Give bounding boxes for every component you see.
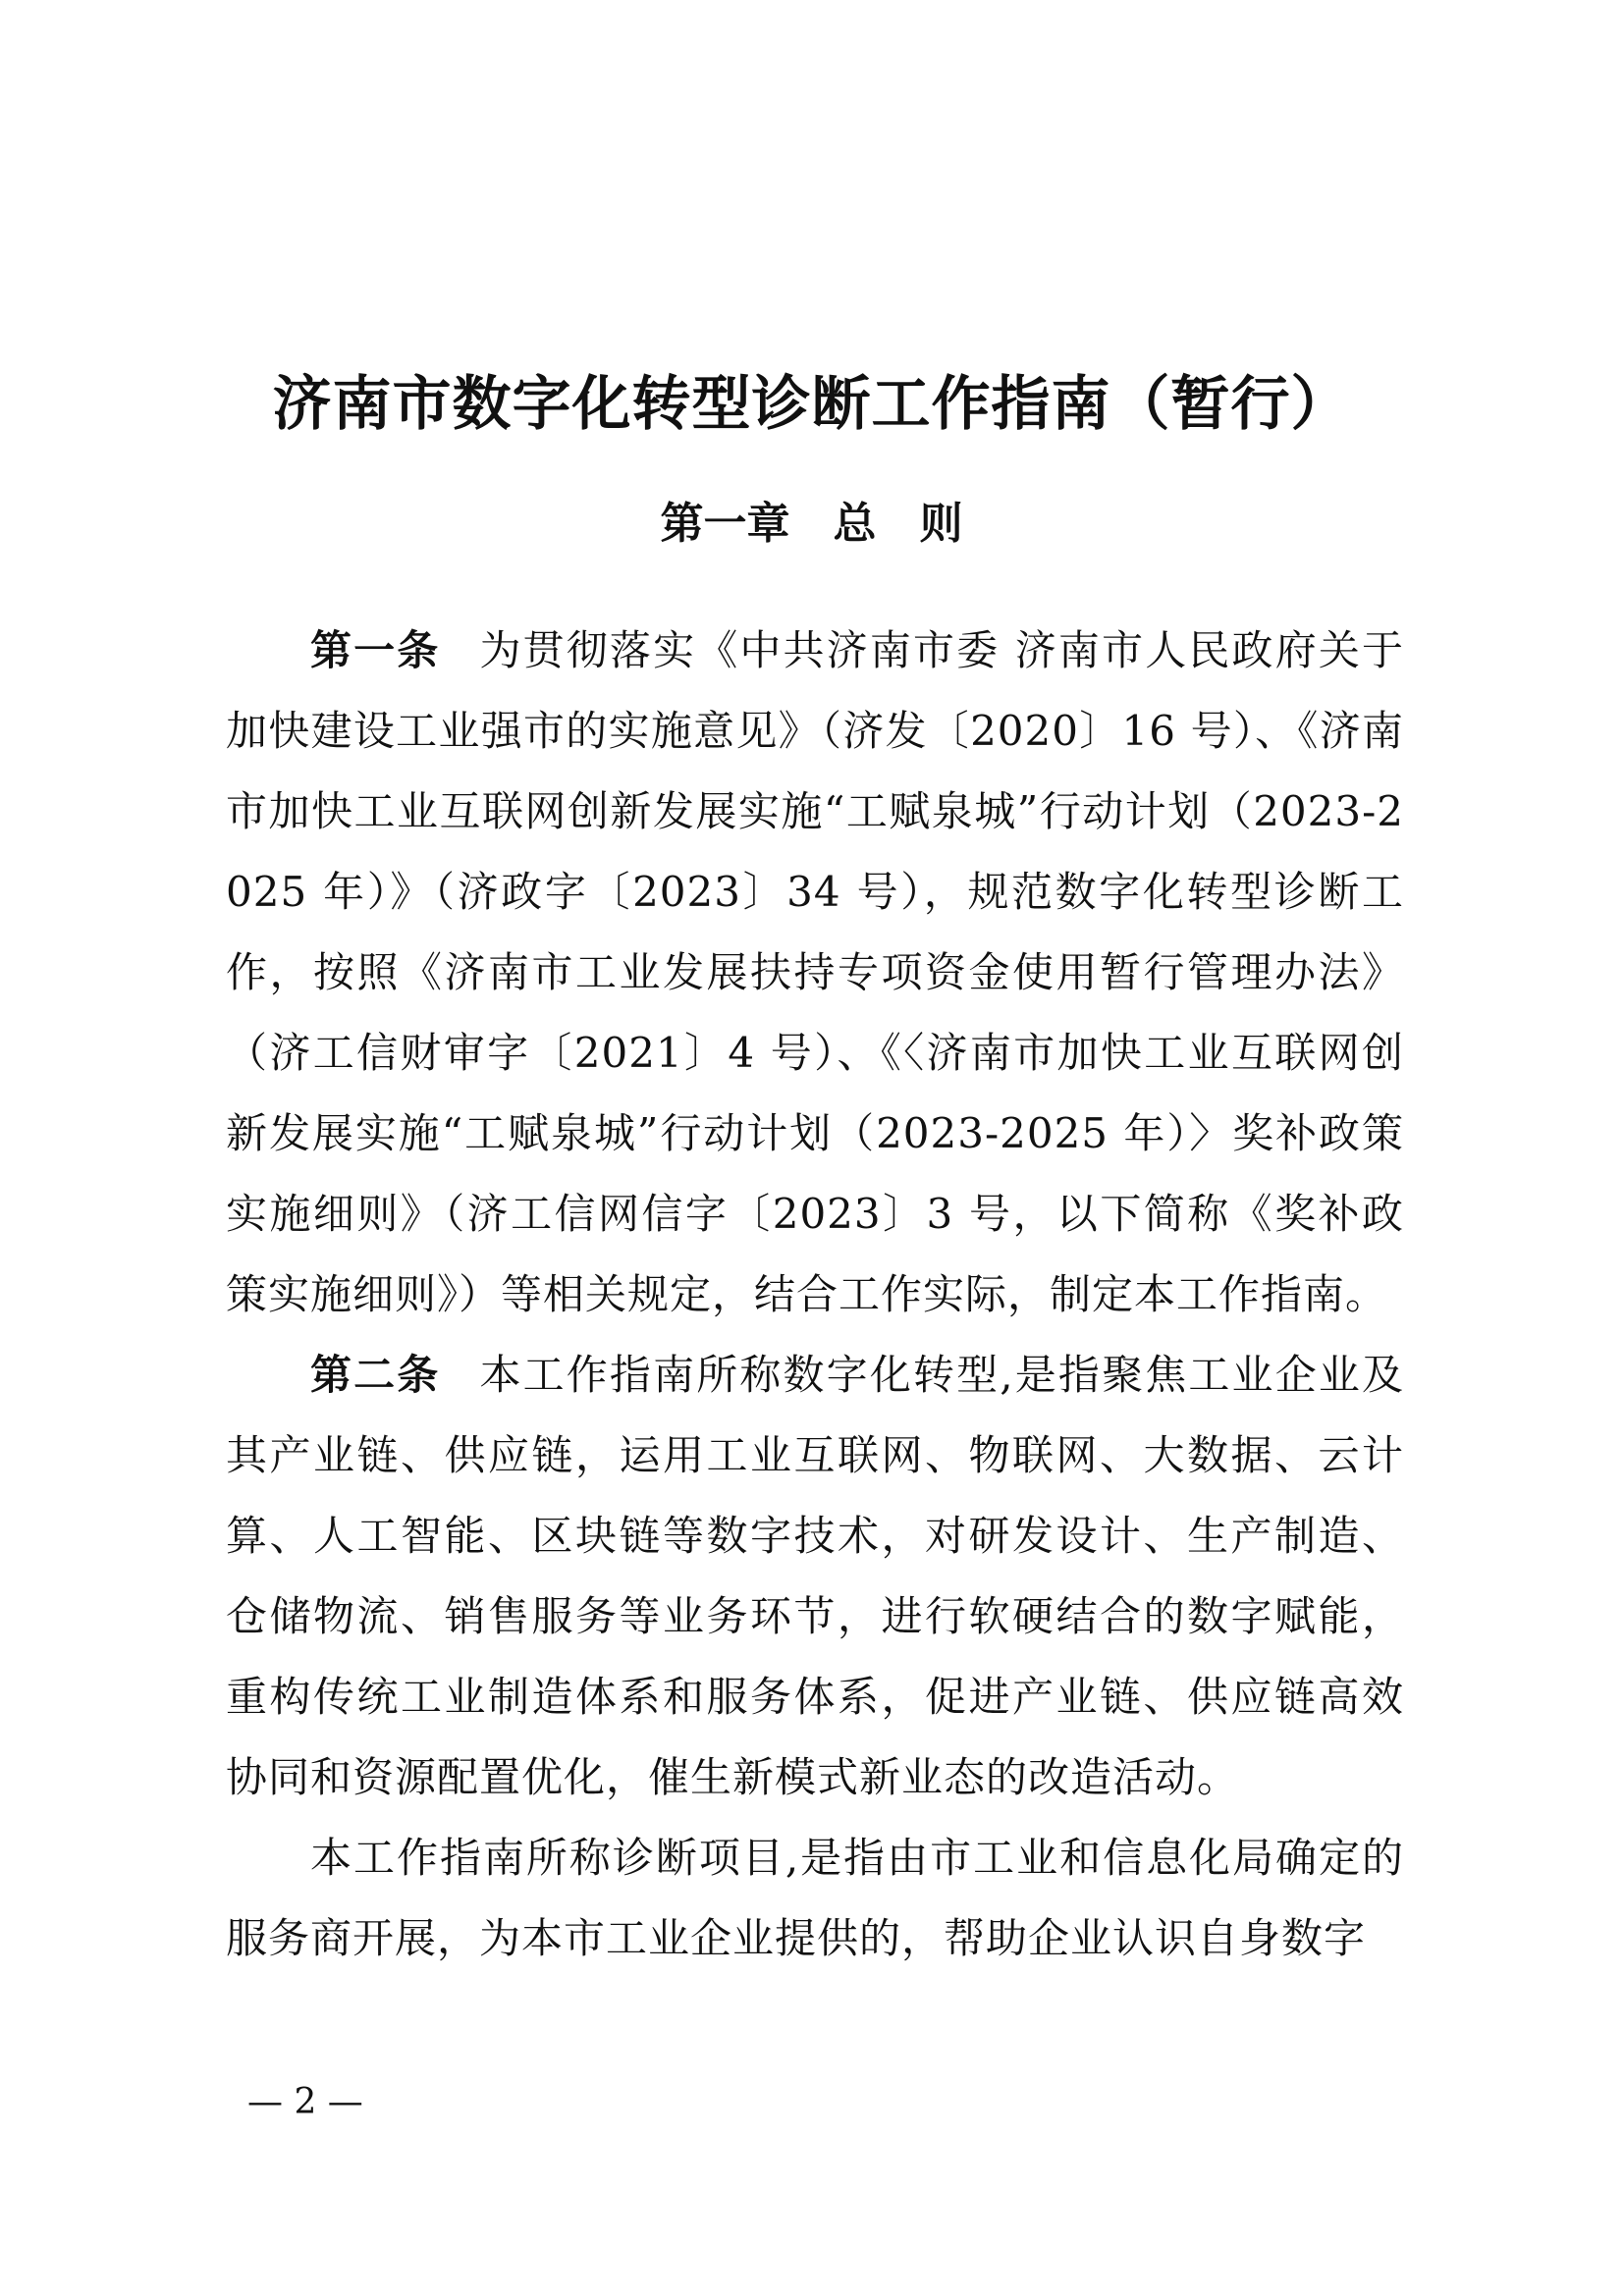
article-text: 本工作指南所称诊断项目,是指由市工业和信息化局确定的服务商开展，为本市工业企业提供的，帮助企业认识自身数字: [226, 1834, 1404, 1962]
chapter-heading: 第一章 总 则: [660, 499, 963, 549]
document-body: [226, 611, 1404, 1979]
article-2-continuation-paragraph: [226, 1818, 1404, 1979]
document-title: 济南市数字化转型诊断工作指南（暂行）: [272, 370, 1351, 439]
article-label: 第一条: [310, 626, 441, 674]
article-1-paragraph: [226, 611, 1404, 1335]
article-text: 为贯彻落实《中共济南市委 济南市人民政府关于加快建设工业强市的实施意见》（济发〔2020〕16 号）、《济南市加快工业互联网创新发展实施“工赋泉城”行动计划（2023-2025 年）》（济政字〔2023〕34 号），规范数字化转型诊断工作，按照《济南市工业发展扶持专项资金使用暂行管理办法》（济工信财审字〔2021〕4 号）、《〈济南市加快工业互联网创新发展实施“工赋泉城”行动计划（2023-2025 年）〉奖补政策实施细则》（济工信网信字〔2023〕3 号，以下简称《奖补政策实施细则》）等相关规定，结合工作实际，制定本工作指南。: [226, 626, 1404, 1318]
page-number: — 2 —: [247, 2082, 363, 2122]
article-text: 本工作指南所称数字化转型,是指聚焦工业企业及其产业链、供应链，运用工业互联网、物联网、大数据、云计算、人工智能、区块链等数字技术，对研发设计、生产制造、仓储物流、销售服务等业务环节，进行软硬结合的数字赋能，重构传统工业制造体系和服务体系，促进产业链、供应链高效协同和资源配置优化，催生新模式新业态的改造活动。: [226, 1351, 1404, 1801]
article-label: 第二条: [310, 1351, 441, 1399]
article-2-paragraph: [226, 1335, 1404, 1818]
